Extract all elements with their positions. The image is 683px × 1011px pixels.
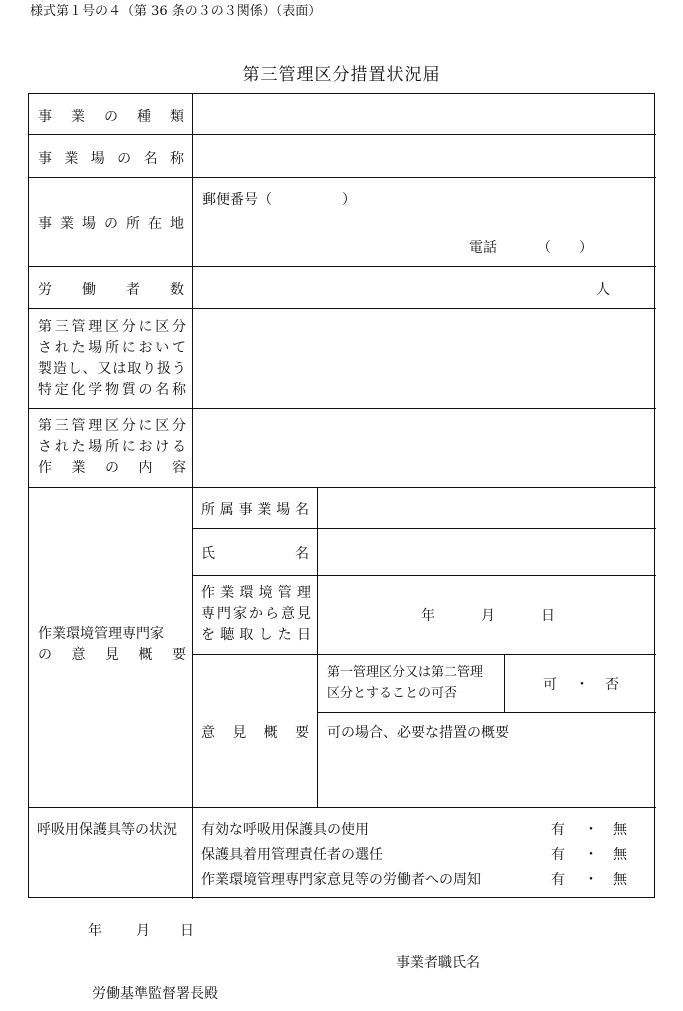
label-char: に: [138, 418, 153, 434]
label-char: 区: [155, 418, 170, 434]
date-month: 月: [481, 608, 495, 624]
footer-day: 日: [180, 923, 194, 939]
label-char: か: [249, 606, 263, 622]
label-char: 名: [155, 382, 170, 398]
label-char: 物: [105, 382, 119, 398]
label-char: 業: [60, 216, 74, 232]
site-name-field[interactable]: [201, 144, 646, 170]
label-char: れ: [54, 340, 69, 356]
label-char: 理: [296, 585, 311, 601]
label-char: 所: [126, 216, 140, 232]
label-char: 要: [294, 725, 309, 741]
label-char: の: [117, 151, 132, 167]
form-reference: 様式第１号の４（第 36 条の３の３関係）（表面）: [30, 4, 322, 19]
label-char: 分: [121, 319, 136, 335]
respirator-no[interactable]: 無: [613, 847, 627, 863]
label-char: 場: [90, 151, 105, 167]
possibility-no[interactable]: 否: [605, 677, 619, 693]
label-char: に: [138, 319, 153, 335]
label-char: 三: [54, 319, 69, 335]
label-char: 称: [169, 151, 184, 167]
respirator-dot: ・: [584, 822, 598, 838]
respirator-section-label: 呼吸用保護具等の状況: [37, 822, 177, 838]
page-title: 第三管理区分措置状況届: [242, 65, 441, 85]
date-heard-label: [201, 583, 311, 646]
site-name-label: [38, 148, 184, 168]
label-char: 専: [201, 606, 215, 622]
label-char: り: [142, 361, 157, 377]
label-char: 聴: [220, 627, 235, 643]
label-char: 名: [143, 151, 158, 167]
label-char: 第: [38, 319, 52, 335]
label-char: 称: [172, 382, 186, 398]
chemical-name-label: [38, 317, 186, 401]
label-char: 作: [201, 585, 215, 601]
label-char: し: [67, 361, 82, 377]
expert-section-label: [38, 624, 186, 666]
label-char: 事: [238, 502, 253, 518]
label-char: 分: [172, 319, 186, 335]
label-char: に: [121, 439, 136, 455]
chemical-line-4: [38, 380, 186, 401]
affiliation-label: [201, 499, 309, 519]
workers-unit: 人: [596, 282, 610, 298]
site-address-label: [38, 213, 184, 233]
label-char: 事: [38, 109, 52, 125]
label-char: 氏: [201, 546, 215, 562]
label-char: し: [258, 627, 273, 643]
label-char: 所: [201, 502, 215, 518]
respirator-item-text: 保護具着用管理責任者の選任: [201, 847, 383, 863]
label-char: 管: [71, 418, 86, 434]
label-char: 業: [71, 109, 85, 125]
label-char: 、: [82, 361, 97, 377]
label-char: 区: [155, 319, 170, 335]
label-char: 業: [220, 585, 235, 601]
label-char: 製: [38, 361, 52, 377]
respirator-no[interactable]: 無: [613, 822, 627, 838]
label-char: を: [201, 627, 215, 643]
workers-label: [38, 279, 184, 299]
label-char: 扱: [157, 361, 171, 377]
label-char: 属: [219, 502, 234, 518]
label-char: て: [172, 340, 186, 356]
label-char: 所: [105, 439, 119, 455]
label-char: 容: [172, 460, 186, 476]
respirator-yes[interactable]: 有: [551, 847, 565, 863]
label-char: 業: [257, 502, 272, 518]
label-char: 取: [127, 361, 142, 377]
label-char: 場: [88, 340, 103, 356]
label-char: 定: [54, 382, 69, 398]
possibility-dot: ・: [575, 677, 589, 693]
work-line-2: [38, 437, 186, 458]
label-char: 意: [201, 725, 215, 741]
label-char: 第: [38, 418, 52, 434]
label-char: 業: [71, 460, 86, 476]
respirator-yes[interactable]: 有: [551, 872, 565, 888]
possibility-label: [327, 662, 483, 704]
label-char: 見: [297, 606, 311, 622]
label-char: い: [155, 340, 170, 356]
label-char: 場: [82, 216, 96, 232]
label-char: 地: [170, 216, 184, 232]
label-char: け: [155, 439, 170, 455]
label-char: 意: [281, 606, 295, 622]
label-char: 見: [105, 647, 119, 663]
label-char: 場: [88, 439, 103, 455]
phone-parens: （ ）: [537, 240, 593, 256]
expert-line-1: 作業環境管理専門家: [38, 626, 164, 642]
label-char: 内: [138, 460, 153, 476]
label-char: 日: [296, 627, 311, 643]
label-char: 業: [64, 151, 79, 167]
phone-label: 電話: [469, 240, 497, 256]
label-char: 家: [233, 606, 247, 622]
label-char: に: [121, 340, 136, 356]
measures-label: 可の場合、必要な措置の概要: [327, 725, 509, 741]
label-char: の: [105, 460, 119, 476]
label-char: は: [112, 361, 127, 377]
label-char: の: [104, 109, 118, 125]
respirator-no[interactable]: 無: [613, 872, 627, 888]
label-char: 見: [232, 725, 247, 741]
label-char: う: [171, 361, 186, 377]
label-char: 種: [137, 109, 151, 125]
label-char: 管: [71, 319, 86, 335]
label-char: 概: [263, 725, 278, 741]
work-line-3: [38, 458, 186, 479]
label-char: 所: [105, 340, 119, 356]
label-char: 学: [88, 382, 103, 398]
label-char: 数: [170, 282, 184, 298]
label-char: 者: [126, 282, 140, 298]
label-char: た: [71, 340, 86, 356]
label-char: 化: [71, 382, 86, 398]
label-char: れ: [54, 439, 69, 455]
label-char: お: [138, 439, 153, 455]
label-char: 名: [295, 546, 309, 562]
possibility-line-1: 第一管理区分又は第二管理: [327, 665, 484, 680]
possibility-line-2: 区分とすることの可否: [327, 686, 458, 701]
label-char: 要: [172, 647, 186, 663]
label-char: の: [104, 216, 118, 232]
label-char: 場: [276, 502, 291, 518]
label-char: 管: [277, 585, 292, 601]
respirator-dot: ・: [584, 847, 598, 863]
label-char: た: [71, 439, 86, 455]
business-type-label: [38, 106, 184, 126]
label-char: 区: [105, 319, 119, 335]
label-char: 在: [148, 216, 162, 232]
label-char: 概: [138, 647, 153, 663]
label-char: 取: [239, 627, 254, 643]
label-char: 作: [38, 460, 52, 476]
label-char: さ: [38, 340, 52, 356]
employer-name-label: 事業者職氏名: [396, 955, 480, 971]
label-char: 労: [38, 282, 52, 298]
label-char: 環: [239, 585, 254, 601]
label-char: 三: [54, 418, 69, 434]
label-char: 質: [121, 382, 136, 398]
work-content-label: [38, 416, 186, 479]
label-char: 門: [217, 606, 231, 622]
chemical-line-2: [38, 338, 186, 359]
label-char: 分: [121, 418, 136, 434]
work-line-1: [38, 416, 186, 437]
chemical-line-3: [38, 359, 186, 380]
label-char: 理: [88, 319, 103, 335]
possibility-yes[interactable]: 可: [543, 677, 557, 693]
respirator-item-text: 作業環境管理専門家意見等の労働者への周知: [201, 872, 481, 888]
label-char: 名: [294, 502, 309, 518]
chemical-line-1: [38, 317, 186, 338]
label-char: 分: [172, 418, 186, 434]
label-char: 働: [82, 282, 96, 298]
respirator-yes[interactable]: 有: [551, 822, 565, 838]
label-char: 特: [38, 382, 52, 398]
label-char: の: [138, 382, 153, 398]
expert-name-label: [201, 543, 309, 563]
respirator-dot: ・: [584, 872, 598, 888]
form-table: [28, 93, 655, 898]
label-char: る: [172, 439, 186, 455]
label-char: 理: [88, 418, 103, 434]
postal-code-label: 郵便番号（ ）: [202, 192, 356, 208]
opinion-label: [201, 722, 309, 742]
label-char: ら: [265, 606, 279, 622]
footer-month: 月: [136, 923, 150, 939]
business-type-field[interactable]: [201, 102, 646, 128]
date-year: 年: [421, 608, 435, 624]
label-char: 境: [258, 585, 273, 601]
footer-year: 年: [88, 923, 102, 939]
label-char: 類: [170, 109, 184, 125]
date-line-3: [201, 625, 311, 646]
label-char: た: [277, 627, 292, 643]
label-char: 意: [71, 647, 86, 663]
date-line-2: [201, 604, 311, 625]
date-day: 日: [541, 608, 555, 624]
label-char: 事: [38, 216, 52, 232]
recipient-label: 労働基準監督署長殿: [92, 986, 218, 1002]
label-char: 又: [97, 361, 112, 377]
label-char: 区: [105, 418, 119, 434]
date-line-1: [201, 583, 311, 604]
label-char: お: [138, 340, 153, 356]
label-char: 事: [38, 151, 52, 167]
expert-line-2: [38, 645, 186, 666]
label-char: 造: [52, 361, 67, 377]
respirator-item-text: 有効な呼吸用保護具の使用: [201, 822, 369, 838]
label-char: の: [38, 647, 52, 663]
label-char: さ: [38, 439, 52, 455]
